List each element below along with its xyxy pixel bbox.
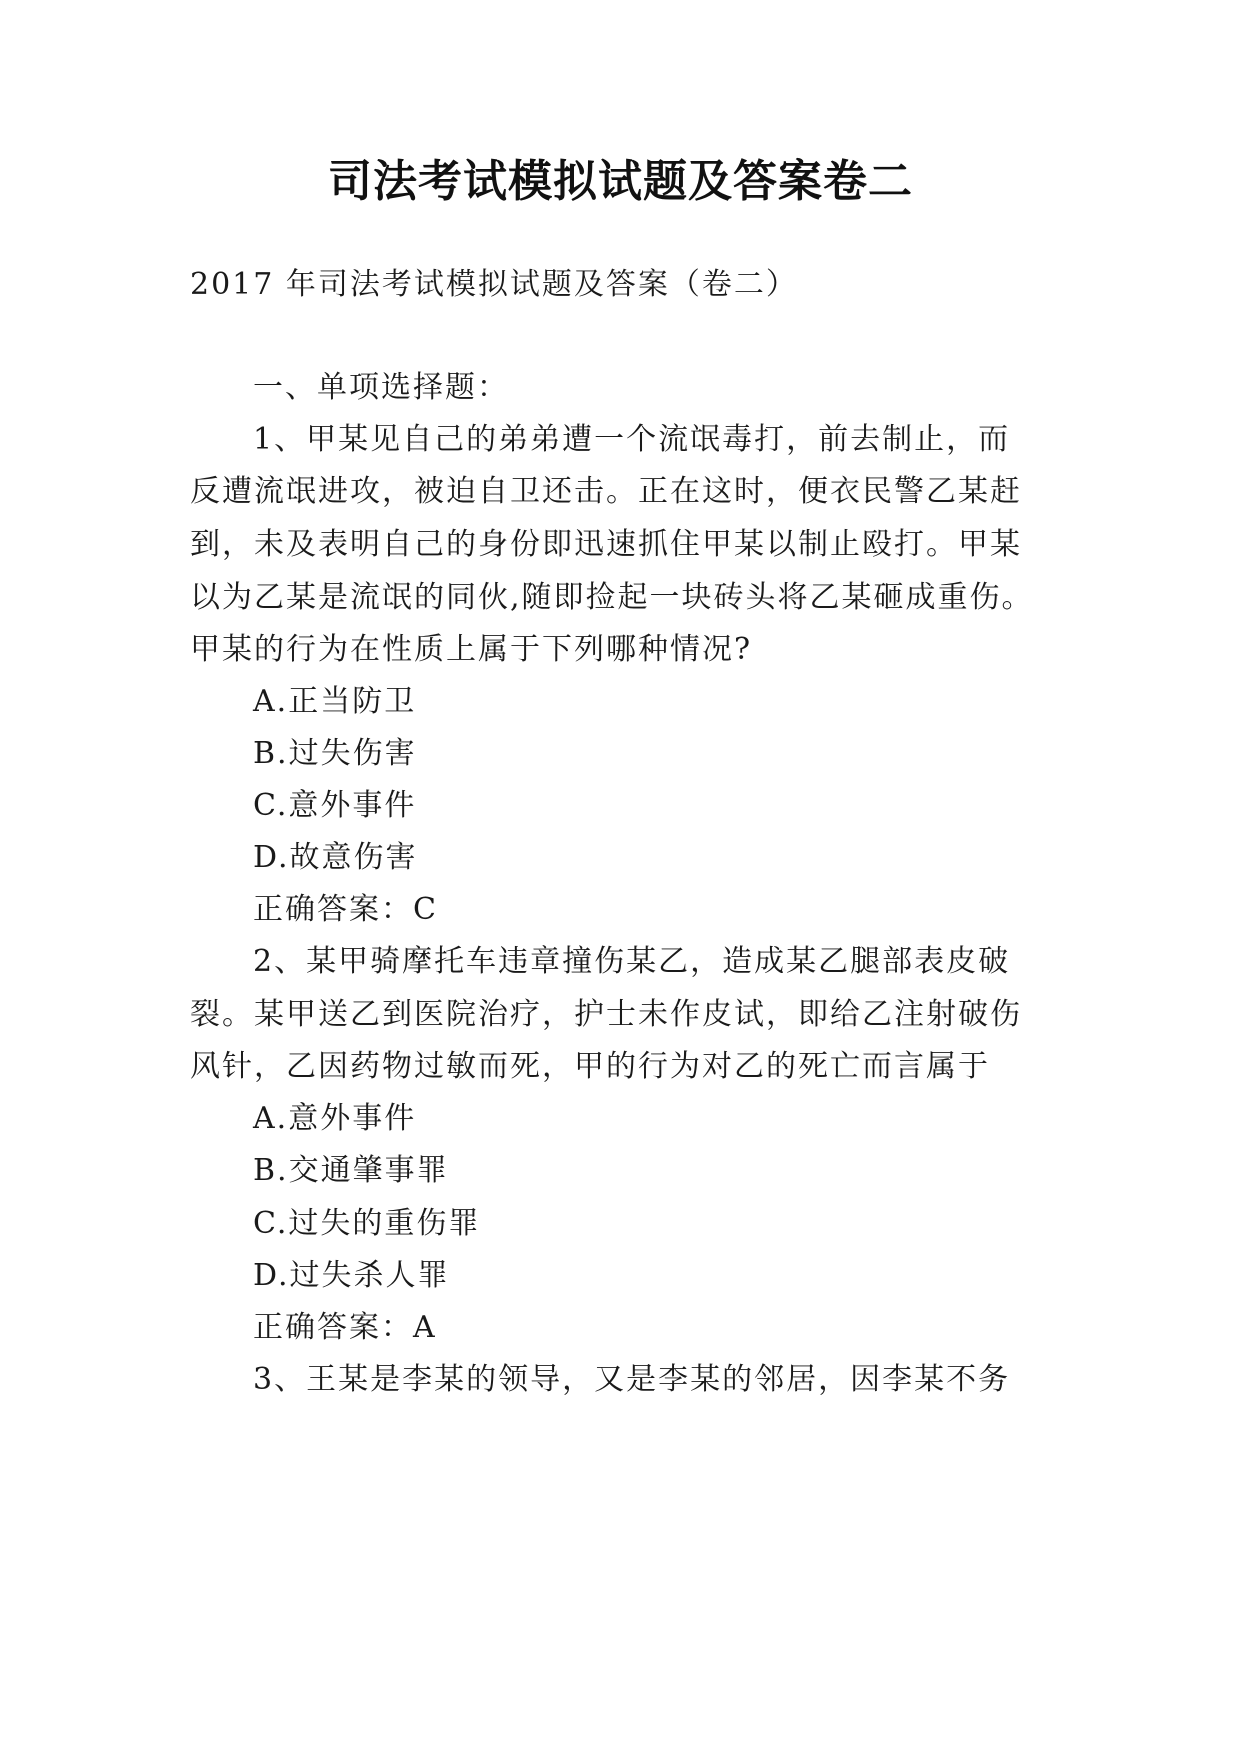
question-2-option-b: B.交通肇事罪 [253, 1153, 449, 1188]
question-1-line-4: 以为乙某是流氓的同伙,随即捡起一块砖头将乙某砸成重伤。 [190, 580, 1034, 615]
document-title: 司法考试模拟试题及答案卷二 [328, 156, 913, 207]
document-subtitle: 2017 年司法考试模拟试题及答案（卷二） [190, 267, 798, 302]
question-1-option-b: B.过失伤害 [253, 736, 417, 771]
question-1-line-3: 到，未及表明自己的身份即迅速抓住甲某以制止殴打。甲某 [190, 527, 1022, 562]
question-2-option-c: C.过失的重伤罪 [253, 1206, 481, 1241]
question-1-option-d: D.故意伤害 [253, 840, 418, 875]
question-1-option-c: C.意外事件 [253, 788, 417, 823]
question-1-line-5: 甲某的行为在性质上属于下列哪种情况? [190, 632, 753, 667]
question-2-answer: 正确答案：A [253, 1310, 437, 1345]
question-2-option-d: D.过失杀人罪 [253, 1258, 450, 1293]
question-1-line-1: 1、甲某见自己的弟弟遭一个流氓毒打，前去制止，而 [253, 422, 1011, 457]
question-2-line-2: 裂。某甲送乙到医院治疗，护士未作皮试，即给乙注射破伤 [190, 997, 1022, 1032]
question-2-option-a: A.意外事件 [253, 1101, 417, 1136]
question-2-line-3: 风针，乙因药物过敏而死，甲的行为对乙的死亡而言属于 [190, 1049, 990, 1084]
question-2-line-1: 2、某甲骑摩托车违章撞伤某乙，造成某乙腿部表皮破 [253, 944, 1011, 979]
question-3-line-1: 3、王某是李某的领导，又是李某的邻居，因李某不务 [253, 1362, 1011, 1397]
question-1-option-a: A.正当防卫 [253, 684, 417, 719]
question-1-answer: 正确答案：C [253, 892, 438, 927]
question-1-line-2: 反遭流氓进攻，被迫自卫还击。正在这时，便衣民警乙某赶 [190, 474, 1022, 509]
section-heading: 一、单项选择题： [253, 370, 509, 405]
